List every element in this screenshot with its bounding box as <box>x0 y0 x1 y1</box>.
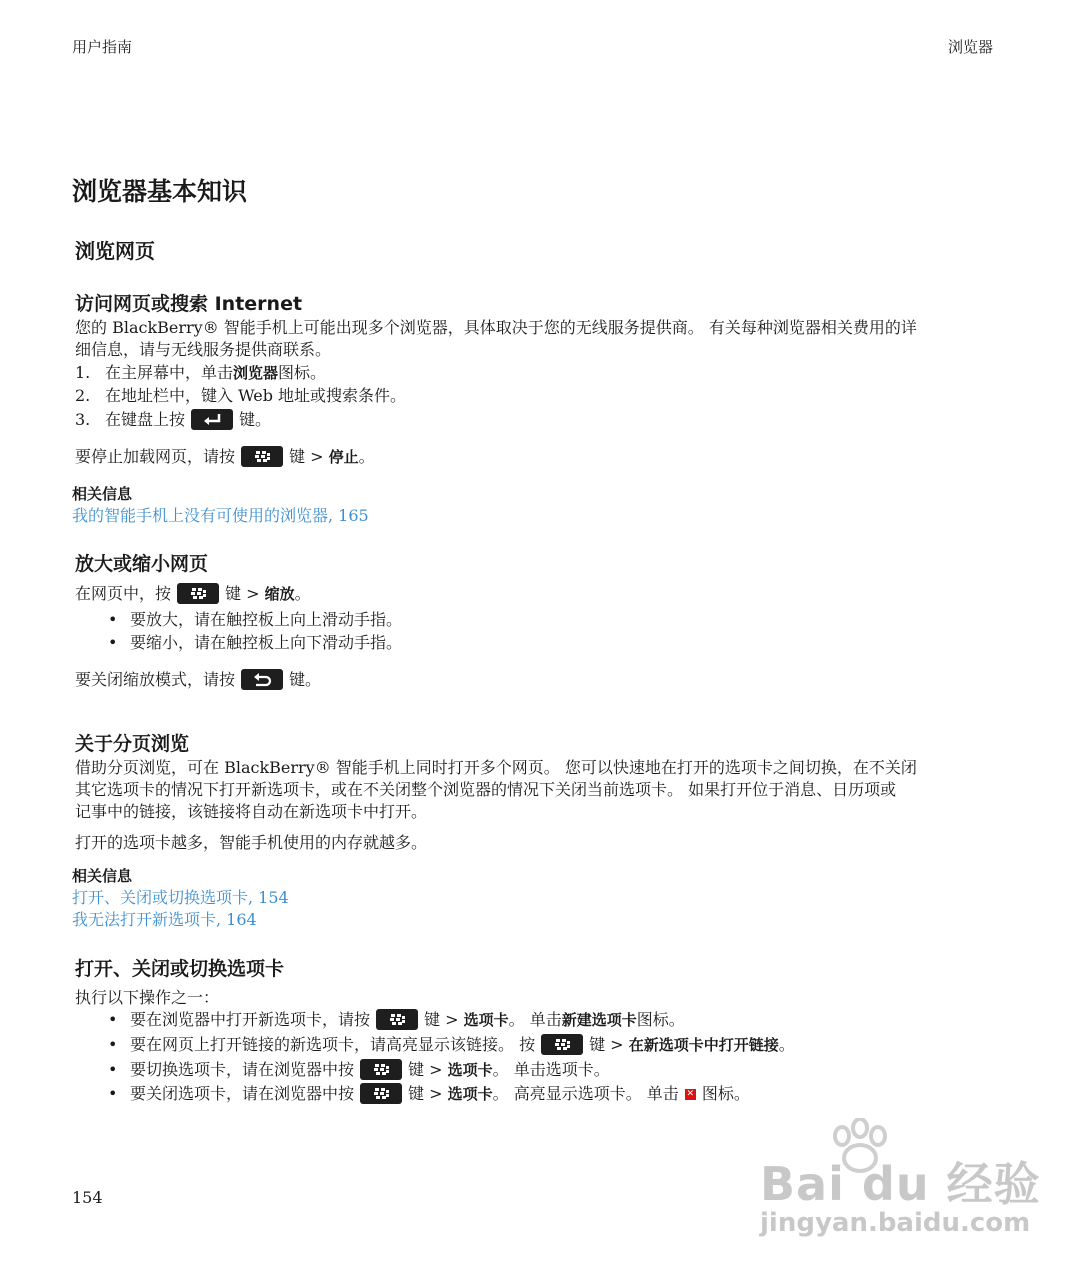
text: 键 > <box>225 584 260 603</box>
step-text: 图标。 <box>278 363 327 382</box>
s3-related-label: 相关信息 <box>72 867 133 885</box>
enter-key-icon <box>191 409 233 430</box>
text: 要在网页上打开链接的新选项卡，请高亮显示该链接。 按 <box>130 1035 536 1054</box>
text: 要关闭选项卡，请在浏览器中按 <box>130 1084 355 1103</box>
text: 要放大，请在触控板上向上滑动手指。 <box>130 610 403 629</box>
s1-related-label: 相关信息 <box>72 485 133 503</box>
page-number: 154 <box>72 1188 103 1207</box>
bullet: • <box>108 633 118 652</box>
s4-item-close-tab <box>108 1083 750 1105</box>
watermark-url: jingyan.baidu.com <box>760 1208 1031 1238</box>
section-title: 浏览网页 <box>75 239 155 263</box>
menu-key-icon <box>241 446 283 467</box>
s2-heading: 放大或缩小网页 <box>75 553 209 575</box>
step-number: 1. <box>75 363 91 382</box>
text: 。 <box>294 584 311 603</box>
browser-label: 浏览器 <box>233 364 279 382</box>
text: 键 > <box>424 1010 459 1029</box>
text: 。 <box>778 1035 795 1054</box>
text: 图标。 <box>636 1010 685 1029</box>
s2-close-zoom <box>75 669 321 691</box>
text: 键。 <box>289 670 322 689</box>
text: 要在浏览器中打开新选项卡，请按 <box>130 1010 371 1029</box>
text: 键 > <box>589 1035 624 1054</box>
step-text: 键。 <box>239 410 272 429</box>
menu-key-icon <box>376 1009 418 1030</box>
text: 键 > <box>408 1084 443 1103</box>
header-doc-title: 用户指南 <box>72 38 133 56</box>
s1-intro-line1: 您的 BlackBerry® 智能手机上可能出现多个浏览器，具体取决于您的无线服务提供商。 有关每种浏览器相关费用的详 <box>75 318 917 337</box>
s1-heading: 访问网页或搜索 Internet <box>75 293 303 315</box>
text: 要缩小，请在触控板上向下滑动手指。 <box>130 633 403 652</box>
text: 。 单击选项卡。 <box>492 1060 610 1079</box>
escape-key-icon <box>241 669 283 690</box>
bullet: • <box>108 1060 118 1079</box>
text: 。 高亮显示选项卡。 单击 <box>492 1084 679 1103</box>
s4-intro: 执行以下操作之一： <box>75 988 220 1007</box>
text: 在网页中，按 <box>75 584 172 603</box>
text: 。 单击 <box>508 1010 562 1029</box>
menu-key-icon <box>541 1034 583 1055</box>
text: 要切换选项卡，请在浏览器中按 <box>130 1060 355 1079</box>
s3-para-line3: 记事中的链接，该链接将自动在新选项卡中打开。 <box>75 802 428 821</box>
text: 要停止加载网页，请按 <box>75 447 236 466</box>
tabs-label: 选项卡 <box>463 1011 509 1029</box>
menu-key-icon <box>360 1059 402 1080</box>
related-link-new-tab[interactable]: 我无法打开新选项卡, 164 <box>72 910 257 929</box>
s4-item-switch-tab <box>108 1059 610 1081</box>
text: 键 > <box>408 1060 443 1079</box>
bullet: • <box>108 1035 118 1054</box>
text: 要关闭缩放模式，请按 <box>75 670 236 689</box>
s1-step1 <box>75 362 326 384</box>
close-tab-icon: ✕ <box>686 1089 695 1099</box>
step-text: 在地址栏中，键入 Web 地址或搜索条件。 <box>105 386 407 405</box>
zoom-label: 缩放 <box>264 585 295 603</box>
s3-para-line1: 借助分页浏览，可在 BlackBerry® 智能手机上同时打开多个网页。 您可以快速地在打开的选项卡之间切换，在不关闭 <box>75 758 917 777</box>
header-chapter: 浏览器 <box>948 38 994 56</box>
step-text: 在主屏幕中，单击 <box>105 363 234 382</box>
s2-bullet-zoom-out <box>108 632 402 654</box>
s1-step2 <box>75 385 406 407</box>
s2-zoom-line <box>75 583 311 605</box>
text: 图标。 <box>701 1084 750 1103</box>
s2-bullet-zoom-in <box>108 609 402 631</box>
tabs-label: 选项卡 <box>447 1085 493 1103</box>
step-number: 3. <box>75 410 91 429</box>
text: 键 > <box>289 447 324 466</box>
stop-label: 停止 <box>328 448 359 466</box>
s3-heading: 关于分页浏览 <box>75 733 190 755</box>
bullet: • <box>108 610 118 629</box>
s3-para-line2: 其它选项卡的情况下打开新选项卡，或在不关闭整个浏览器的情况下关闭当前选项卡。 如果打开位于消息、日历项或 <box>75 780 897 799</box>
tabs-label: 选项卡 <box>447 1061 493 1079</box>
related-link-tabs[interactable]: 打开、关闭或切换选项卡, 154 <box>72 888 289 907</box>
open-link-new-tab-label: 在新选项卡中打开链接 <box>628 1036 779 1054</box>
related-link-no-browser[interactable]: 我的智能手机上没有可使用的浏览器, 165 <box>72 506 369 525</box>
s3-memory-note: 打开的选项卡越多，智能手机使用的内存就越多。 <box>75 833 428 852</box>
menu-key-icon <box>360 1083 402 1104</box>
s1-stop-loading <box>75 446 375 468</box>
menu-key-icon <box>177 583 219 604</box>
s1-step3 <box>75 409 271 431</box>
watermark-logo: Bai du 经验 <box>760 1157 1041 1211</box>
s1-intro-line2: 细信息，请与无线服务提供商联系。 <box>75 340 332 359</box>
page-title: 浏览器基本知识 <box>72 177 248 206</box>
bullet: • <box>108 1010 118 1029</box>
new-tab-label: 新建选项卡 <box>561 1011 637 1029</box>
s4-heading: 打开、关闭或切换选项卡 <box>75 958 285 980</box>
step-number: 2. <box>75 386 91 405</box>
s4-item-open-link <box>108 1034 795 1056</box>
text: 。 <box>358 447 375 466</box>
step-text: 在键盘上按 <box>105 410 186 429</box>
s4-item-open-tab <box>108 1009 685 1031</box>
bullet: • <box>108 1084 118 1103</box>
